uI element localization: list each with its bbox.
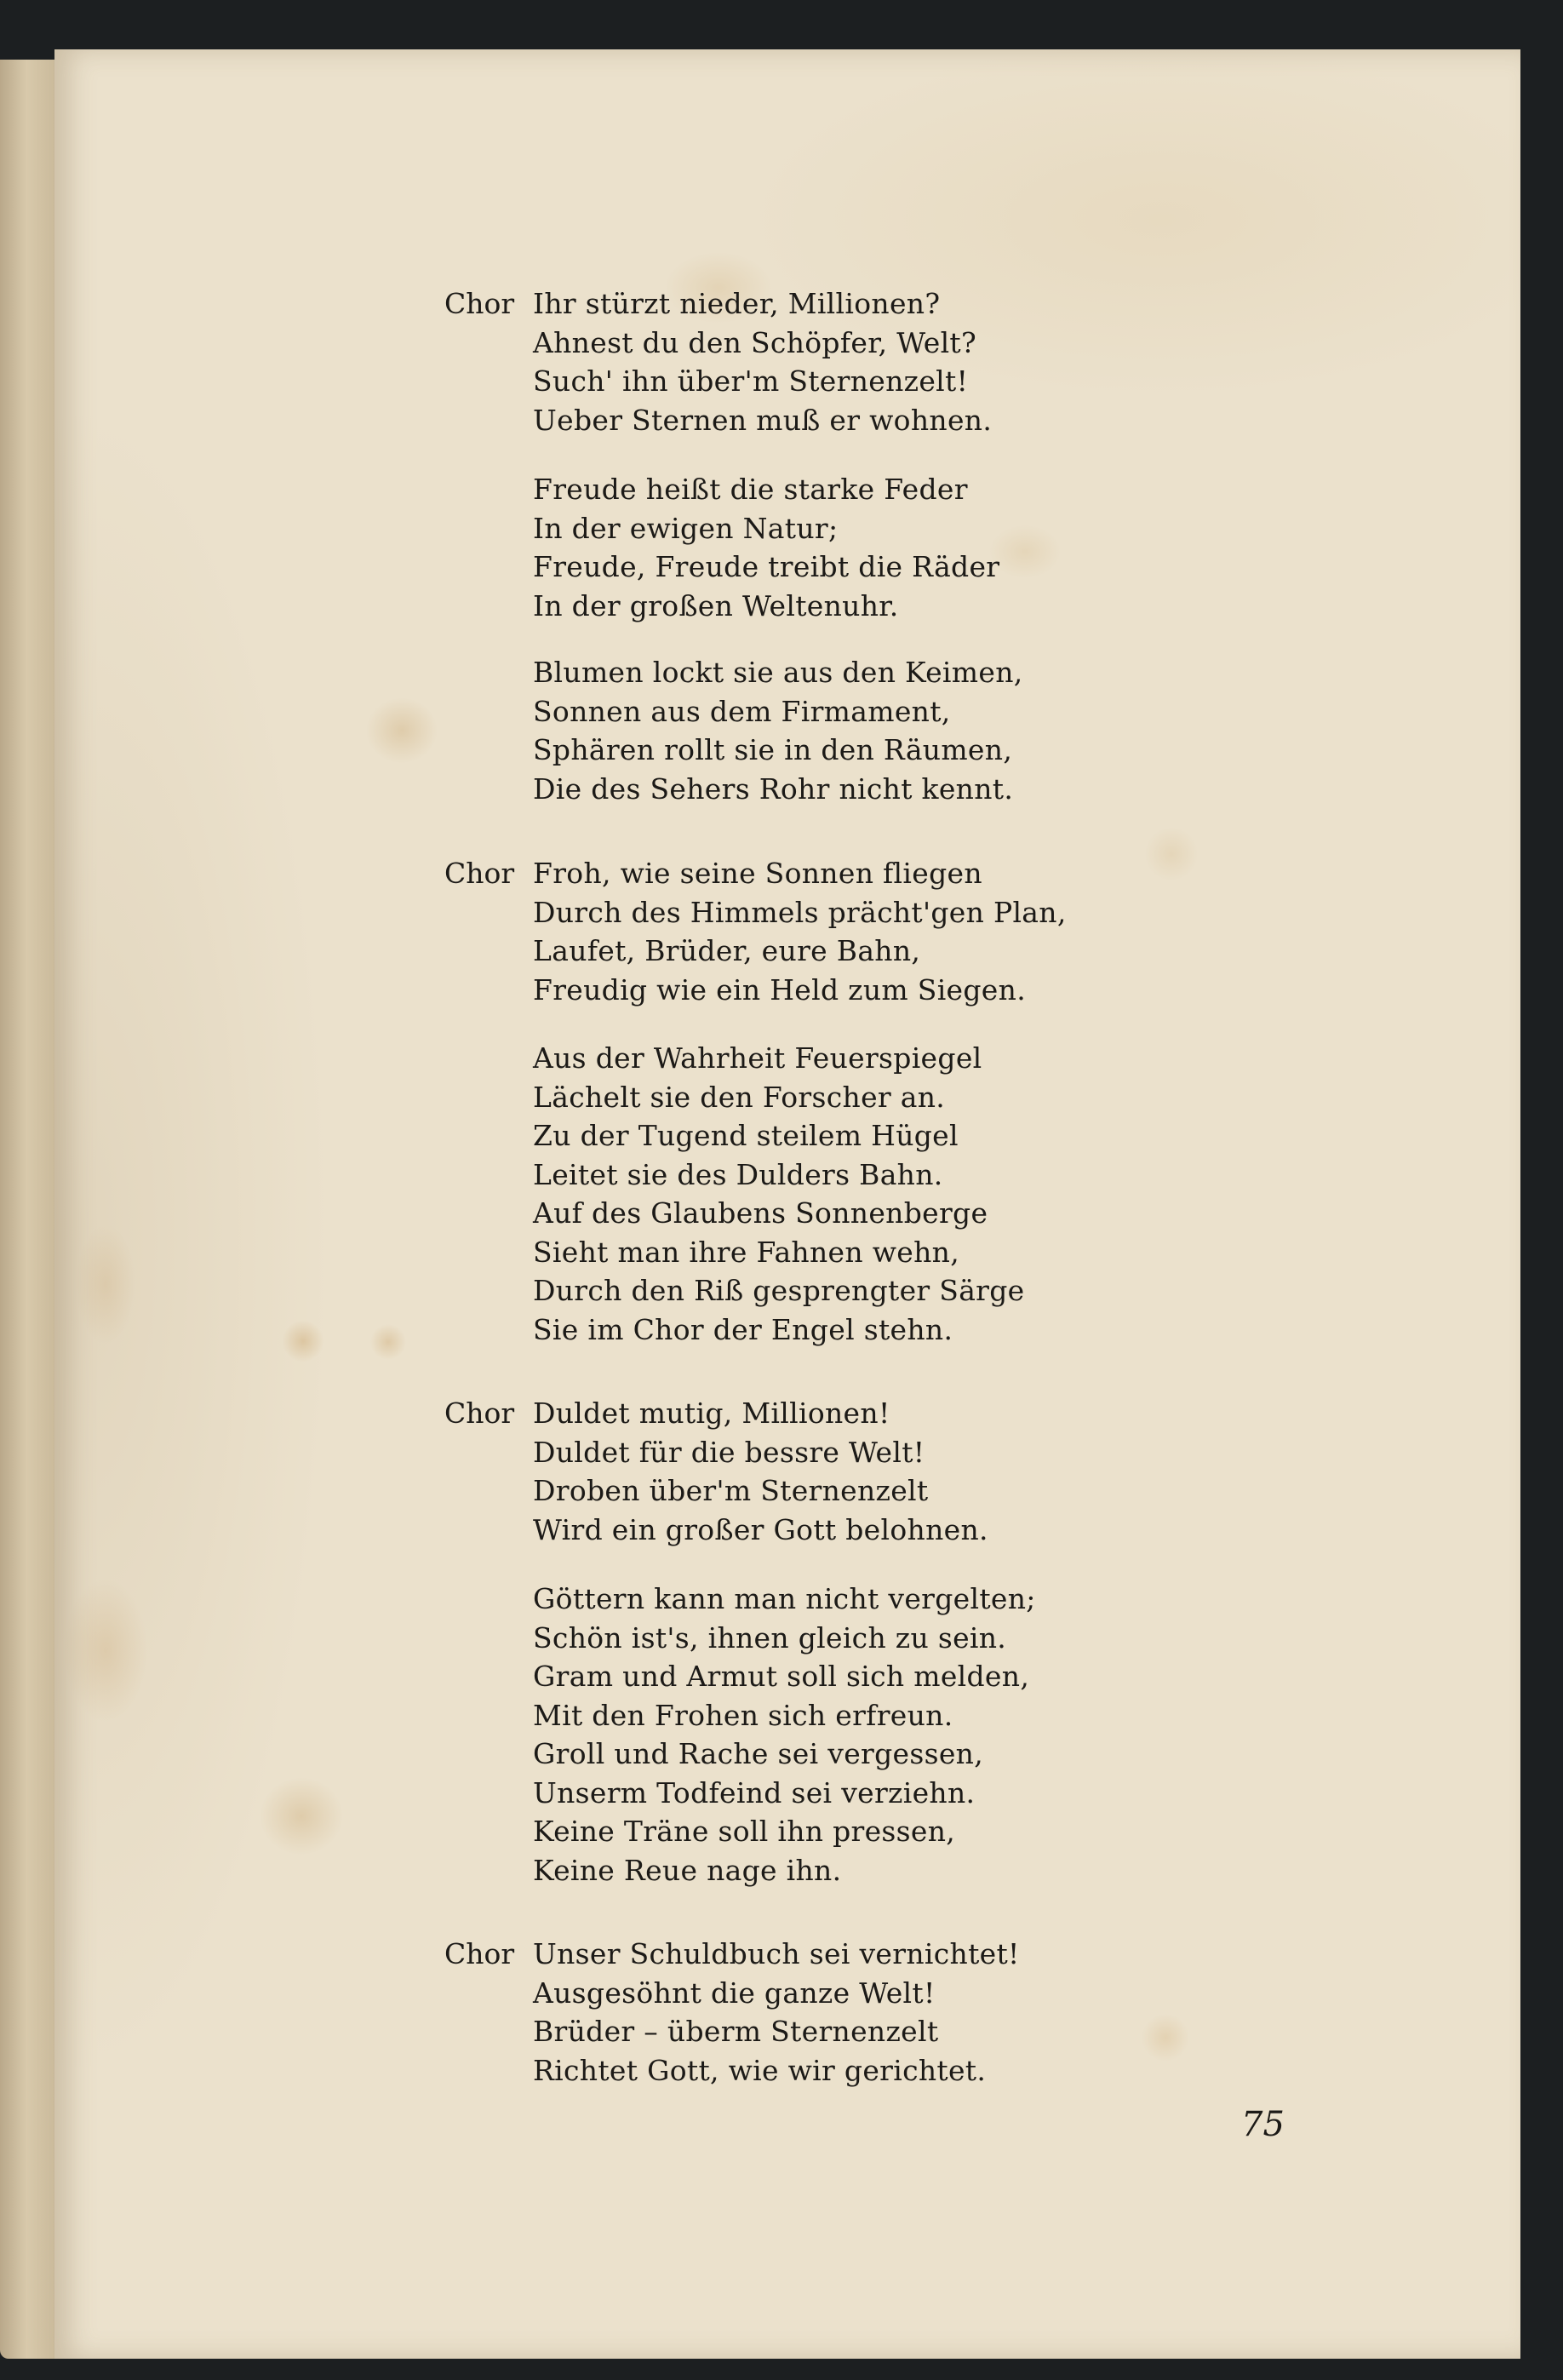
stanza-3-line-2: Sonnen aus dem Firmament, bbox=[533, 694, 951, 728]
stanza-7-line-2: Schön ist's, ihnen gleich zu sein. bbox=[533, 1620, 1007, 1655]
stanza-4 bbox=[533, 854, 1067, 1009]
stanza-4-line-3: Laufet, Brüder, eure Bahn, bbox=[533, 934, 921, 967]
stanza-7-line-4: Mit den Frohen sich erfreun. bbox=[533, 1698, 953, 1732]
stanza-8-line-1: Unser Schuldbuch sei vernichtet! bbox=[533, 1937, 1020, 1970]
stanza-7-line-8: Keine Reue nage ihn. bbox=[533, 1853, 842, 1887]
stanza-7-line-7: Keine Träne soll ihn pressen, bbox=[533, 1815, 956, 1848]
stanza-6-line-4: Wird ein großer Gott belohnen. bbox=[533, 1512, 988, 1546]
stanza-3-line-3: Sphären rollt sie in den Räumen, bbox=[533, 733, 1013, 766]
stanza-7-line-6: Unserm Todfeind sei verziehn. bbox=[533, 1775, 976, 1809]
stanza-7-line-5: Groll und Rache sei vergessen, bbox=[533, 1737, 984, 1770]
stanza-5-line-6: Sieht man ihre Fahnen wehn, bbox=[533, 1235, 959, 1269]
stanza-6-line-3: Droben über'm Sternenzelt bbox=[533, 1474, 929, 1507]
stanza-3-line-4: Die des Sehers Rohr nicht kennt. bbox=[533, 771, 1014, 806]
stanza-5-line-7: Durch den Riß gesprengter Särge bbox=[533, 1274, 1025, 1307]
stanza-4-line-2: Durch des Himmels prächt'gen Plan, bbox=[533, 895, 1067, 929]
stanza-2-line-4: In der großen Weltenuhr. bbox=[533, 588, 899, 622]
stanza-6-label: Chor bbox=[444, 1396, 515, 1430]
stanza-8-line-3: Brüder – überm Sternenzelt bbox=[533, 2015, 939, 2048]
stanza-1 bbox=[533, 284, 992, 439]
page-number: 75 bbox=[1241, 2105, 1285, 2144]
stanza-7-line-1: Göttern kann man nicht vergelten; bbox=[533, 1582, 1036, 1615]
stanza-2 bbox=[533, 470, 999, 625]
stanza-5-line-4: Leitet sie des Dulders Bahn. bbox=[533, 1157, 943, 1191]
stanza-4-line-4: Freudig wie ein Held zum Siegen. bbox=[533, 972, 1026, 1006]
stanza-3-line-1: Blumen lockt sie aus den Keimen, bbox=[533, 656, 1023, 689]
stanza-5-line-5: Auf des Glaubens Sonnenberge bbox=[533, 1196, 988, 1230]
stanza-1-line-4: Ueber Sternen muß er wohnen. bbox=[533, 403, 993, 437]
stanza-6-line-1: Duldet mutig, Millionen! bbox=[533, 1396, 890, 1430]
stanza-4-label: Chor bbox=[444, 857, 515, 890]
stanza-7 bbox=[533, 1580, 1036, 1890]
stanza-6-line-2: Duldet für die bessre Welt! bbox=[533, 1435, 925, 1469]
stanza-6 bbox=[533, 1394, 988, 1549]
stanza-2-line-1: Freude heißt die starke Feder bbox=[533, 473, 968, 506]
stanza-1-line-2: Ahnest du den Schöpfer, Welt? bbox=[533, 325, 976, 359]
stanza-3 bbox=[533, 653, 1023, 808]
stanza-8 bbox=[533, 1935, 1020, 2090]
stanza-2-line-3: Freude, Freude treibt die Räder bbox=[533, 550, 1000, 583]
stanza-1-label: Chor bbox=[444, 287, 515, 320]
stanza-5-line-8: Sie im Chor der Engel stehn. bbox=[533, 1312, 953, 1346]
stanza-5-line-3: Zu der Tugend steilem Hügel bbox=[533, 1119, 959, 1152]
stanza-8-line-2: Ausgesöhnt die ganze Welt! bbox=[533, 1976, 936, 2010]
stanza-7-line-3: Gram und Armut soll sich melden, bbox=[533, 1660, 1030, 1693]
stanza-5-line-1: Aus der Wahrheit Feuerspiegel bbox=[533, 1041, 982, 1075]
stanza-8-line-4: Richtet Gott, wie wir gerichtet. bbox=[533, 2053, 987, 2087]
stanza-4-line-1: Froh, wie seine Sonnen fliegen bbox=[533, 857, 982, 890]
stanza-2-line-2: In der ewigen Natur; bbox=[533, 511, 839, 545]
stanza-5 bbox=[533, 1039, 1025, 1349]
stanza-5-line-2: Lächelt sie den Forscher an. bbox=[533, 1080, 946, 1114]
stanza-8-label: Chor bbox=[444, 1937, 515, 1970]
stanza-1-line-3: Such' ihn über'm Sternenzelt! bbox=[533, 364, 969, 398]
stanza-1-line-1: Ihr stürzt nieder, Millionen? bbox=[533, 287, 941, 320]
